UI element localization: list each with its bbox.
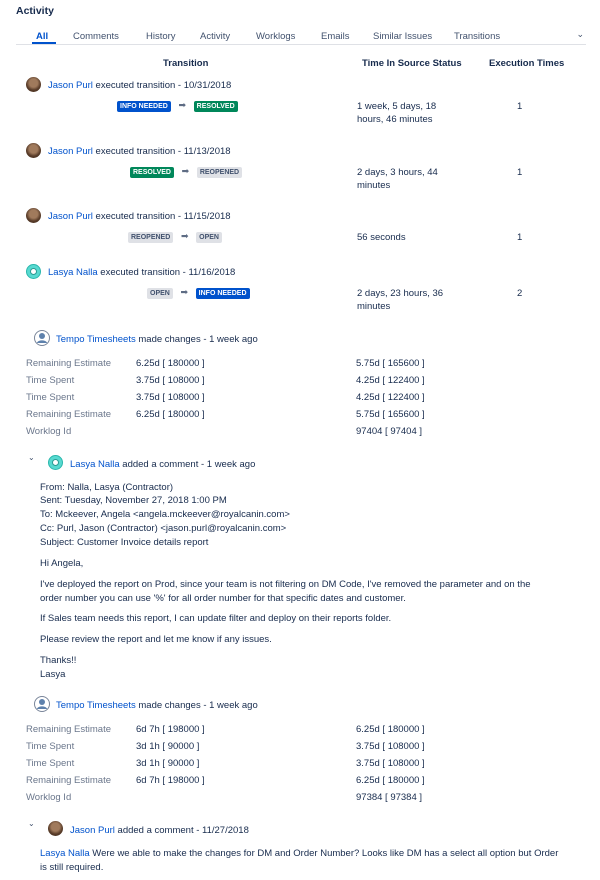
execution-count: 1	[517, 101, 523, 112]
arrow-right-icon: ➡	[178, 100, 187, 110]
avatar[interactable]	[26, 208, 41, 223]
execution-count: 2	[517, 288, 523, 299]
avatar[interactable]	[48, 455, 63, 470]
time-in-source: 56 seconds	[357, 232, 406, 243]
user-link[interactable]: Tempo Timesheets	[56, 334, 136, 345]
old-value: 6.25d [ 180000 ]	[136, 358, 205, 369]
time-in-source: 1 week, 5 days, 18 hours, 46 minutes	[357, 101, 437, 125]
user-link[interactable]: Jason Purl	[48, 211, 93, 222]
comment-header	[70, 459, 255, 470]
new-value: 3.75d [ 108000 ]	[356, 758, 425, 769]
avatar[interactable]	[26, 77, 41, 92]
execution-count: 1	[517, 232, 523, 243]
email-subject: Subject: Customer Invoice details report	[40, 537, 209, 548]
new-value: 6.25d [ 180000 ]	[356, 724, 425, 735]
email-from: From: Nalla, Lasya (Contractor)	[40, 482, 174, 493]
arrow-right-icon: ➡	[181, 166, 190, 176]
field-label: Time Spent	[26, 758, 75, 769]
change-header	[56, 334, 258, 345]
activity-title: Activity	[16, 5, 54, 17]
transition-header	[48, 80, 231, 91]
comment-action: added a comment - 11/27/2018	[117, 825, 249, 836]
status-lozenge-to: RESOLVED	[194, 101, 238, 112]
comment-thanks: Thanks!!	[40, 655, 77, 666]
tab-history[interactable]: History	[146, 31, 176, 42]
transition-status-change	[147, 287, 250, 299]
comment-signature: Lasya	[40, 669, 66, 680]
avatar[interactable]	[48, 821, 63, 836]
time-in-source: 2 days, 3 hours, 44 minutes	[357, 167, 438, 191]
new-value: 97404 [ 97404 ]	[356, 426, 423, 437]
tab-transitions[interactable]: Transitions	[454, 31, 501, 42]
transition-status-change	[117, 100, 238, 112]
old-value: 3d 1h [ 90000 ]	[136, 758, 200, 769]
old-value: 6d 7h [ 198000 ]	[136, 724, 205, 735]
email-to: To: Mckeever, Angela <angela.mckeever@royalcanin.com>	[40, 509, 290, 520]
status-lozenge-to: REOPENED	[197, 167, 242, 178]
time-in-source: 2 days, 23 hours, 36 minutes	[357, 288, 444, 312]
user-link[interactable]: Jason Purl	[48, 80, 93, 91]
user-link[interactable]: Lasya Nalla	[70, 459, 120, 470]
transition-header	[48, 146, 231, 157]
comment-header	[70, 825, 249, 836]
tab-emails[interactable]: Emails	[321, 31, 350, 42]
user-link[interactable]: Tempo Timesheets	[56, 700, 136, 711]
tab-similar-issues[interactable]: Similar Issues	[373, 31, 433, 42]
transition-status-change	[130, 166, 242, 178]
comment-greeting: Hi Angela,	[40, 558, 84, 569]
field-label: Time Spent	[26, 392, 75, 403]
field-label: Worklog Id	[26, 426, 72, 437]
header-transition: Transition	[163, 58, 209, 69]
old-value: 3d 1h [ 90000 ]	[136, 741, 200, 752]
new-value: 6.25d [ 180000 ]	[356, 775, 425, 786]
status-lozenge-to: INFO NEEDED	[196, 288, 250, 299]
tempo-avatar[interactable]	[34, 696, 49, 711]
execution-count: 1	[517, 167, 523, 178]
new-value: 97384 [ 97384 ]	[356, 792, 423, 803]
email-cc: Cc: Purl, Jason (Contractor) <jason.purl@royalcanin.com>	[40, 523, 287, 534]
status-lozenge-from: INFO NEEDED	[117, 101, 171, 112]
tab-activity[interactable]: Activity	[200, 31, 231, 42]
transition-action: executed transition - 11/16/2018	[100, 267, 236, 278]
collapse-toggle-icon[interactable]: ⌄	[28, 453, 35, 462]
new-value: 5.75d [ 165600 ]	[356, 409, 425, 420]
old-value: 3.75d [ 108000 ]	[136, 392, 205, 403]
tab-all[interactable]: All	[36, 31, 49, 42]
transition-action: executed transition - 10/31/2018	[95, 80, 232, 91]
field-label: Remaining Estimate	[26, 775, 112, 786]
avatar[interactable]	[26, 143, 41, 158]
transition-header	[48, 211, 231, 222]
tempo-avatar[interactable]	[34, 330, 49, 345]
status-lozenge-from: OPEN	[147, 288, 173, 299]
tab-comments[interactable]: Comments	[73, 31, 119, 42]
change-action: made changes - 1 week ago	[138, 334, 258, 345]
field-label: Remaining Estimate	[26, 409, 112, 420]
transition-header	[48, 267, 235, 278]
new-value: 4.25d [ 122400 ]	[356, 375, 425, 386]
collapse-toggle-icon[interactable]: ⌄	[28, 819, 35, 828]
arrow-right-icon: ➡	[180, 231, 189, 241]
transition-status-change	[128, 231, 222, 243]
comment-paragraph: I've deployed the report on Prod, since your team is not filtering on DM Code, I've removed the parameter and on the order number you can use '%' for all order number for that specific dates and customer.	[40, 579, 531, 604]
old-value: 6.25d [ 180000 ]	[136, 409, 205, 420]
old-value: 3.75d [ 108000 ]	[136, 375, 205, 386]
transition-action: executed transition - 11/13/2018	[95, 146, 231, 157]
user-link[interactable]: Lasya Nalla	[48, 267, 98, 278]
new-value: 4.25d [ 122400 ]	[356, 392, 425, 403]
transition-action: executed transition - 11/15/2018	[95, 211, 231, 222]
field-label: Remaining Estimate	[26, 724, 112, 735]
tab-worklogs[interactable]: Worklogs	[256, 31, 296, 42]
new-value: 3.75d [ 108000 ]	[356, 741, 425, 752]
tabs-dropdown-icon[interactable]: ⌄	[576, 29, 584, 39]
field-label: Time Spent	[26, 741, 75, 752]
old-value: 6d 7h [ 198000 ]	[136, 775, 205, 786]
status-lozenge-from: REOPENED	[128, 232, 173, 243]
avatar[interactable]	[26, 264, 41, 279]
field-label: Remaining Estimate	[26, 358, 112, 369]
comment-paragraph: If Sales team needs this report, I can update filter and deploy on their reports folder.	[40, 613, 392, 624]
change-header	[56, 700, 258, 711]
field-label: Time Spent	[26, 375, 75, 386]
status-lozenge-from: RESOLVED	[130, 167, 174, 178]
status-lozenge-to: OPEN	[196, 232, 222, 243]
comment-paragraph: Please review the report and let me know if any issues.	[40, 634, 272, 645]
user-link[interactable]: Jason Purl	[48, 146, 93, 157]
mention-link[interactable]: Lasya Nalla	[40, 848, 90, 859]
field-label: Worklog Id	[26, 792, 72, 803]
comment-action: added a comment - 1 week ago	[122, 459, 256, 470]
header-time-in-source: Time In Source Status	[362, 58, 462, 69]
comment-body: Lasya Nalla Were we able to make the changes for DM and Order Number? Looks like DM has a select all option but Order is still required.	[40, 848, 559, 873]
user-link[interactable]: Jason Purl	[70, 825, 115, 836]
active-tab-indicator	[32, 42, 56, 44]
new-value: 5.75d [ 165600 ]	[356, 358, 425, 369]
activity-tabs	[16, 28, 586, 45]
arrow-right-icon: ➡	[180, 287, 189, 297]
change-action: made changes - 1 week ago	[138, 700, 258, 711]
email-sent: Sent: Tuesday, November 27, 2018 1:00 PM	[40, 495, 227, 506]
header-execution-times: Execution Times	[489, 58, 565, 69]
